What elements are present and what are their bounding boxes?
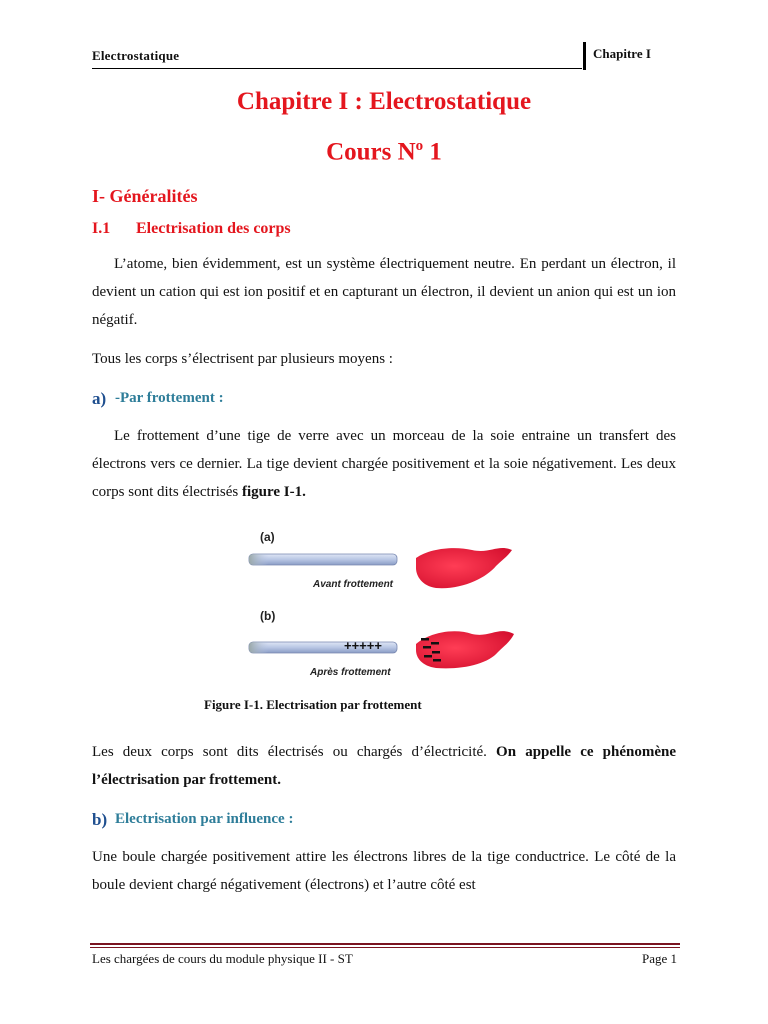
minus-sign <box>421 638 429 641</box>
paragraph-friction <box>92 422 676 506</box>
figure-label-a: (a) <box>260 530 275 544</box>
minus-sign <box>433 659 441 662</box>
figure-label-b: (b) <box>260 609 276 623</box>
paragraph-influence: Une boule chargée positivement attire les électrons libres de la tige conductrice. Le côté de la boule devient chargé négativement (électrons) et l’autre côté est <box>92 849 676 893</box>
header-divider <box>583 42 586 70</box>
footer-rule-thin <box>90 947 680 948</box>
course-title-text: Cours N <box>326 138 416 166</box>
course-title <box>0 138 768 166</box>
silk-after <box>416 631 514 668</box>
subsection-b-title: Electrisation par influence : <box>115 811 294 827</box>
footer-text: Les chargées de cours du module physique II - ST <box>92 951 353 966</box>
section-heading: I- Généralités <box>92 186 198 206</box>
course-title-number: 1 <box>423 138 442 166</box>
figure-caption-before: Avant frottement <box>313 579 394 590</box>
footer-rule <box>90 943 680 945</box>
figure-caption: Figure I-1. Electrisation par frottement <box>204 697 422 712</box>
chapter-title: Chapitre I : Electrostatique <box>236 88 532 115</box>
subsection-number: I.1 <box>92 220 111 237</box>
subsection-title: Electrisation des corps <box>136 220 291 237</box>
figure-reference: figure I-1. <box>241 484 306 500</box>
minus-sign <box>432 651 440 654</box>
list-marker-b: b) <box>92 810 108 829</box>
running-header-title: Electrostatique <box>92 48 582 69</box>
paragraph-charged-bold: On appelle ce phénomène l’électrisation par frottement. <box>92 744 676 788</box>
positive-charges: +++++ <box>344 638 382 653</box>
paragraph-friction-text: Le frottement d’une tige de verre avec un morceau de la soie entraine un transfert des électrons vers ce dernier. La tige devient chargée positivement et la soie négativement. Les deux corps sont dits électrisés <box>92 428 676 500</box>
page-number: Page 1 <box>641 951 677 966</box>
minus-sign <box>431 642 439 645</box>
paragraph-means: Tous les corps s’électrisent par plusieurs moyens : <box>92 351 393 367</box>
paragraph-charged-text: Les deux corps sont dits électrisés ou chargés d’électricité. <box>92 744 497 760</box>
course-title-sup: o <box>415 138 424 154</box>
silk-before <box>416 548 512 588</box>
paragraph-atom: L’atome, bien évidemment, est un système électriquement neutre. En perdant un électron, il devient un cation qui est ion positif et en capturant un électron, il devient un anion qui est un ion négatif. <box>92 256 676 328</box>
glass-rod-before-end <box>249 554 269 565</box>
list-marker-a: a) <box>92 389 107 408</box>
glass-rod-after-end <box>249 642 269 653</box>
friction-figure <box>240 520 530 685</box>
running-header-chapter: Chapitre I <box>593 46 651 61</box>
minus-sign <box>424 655 432 658</box>
paragraph-charged-bodies <box>92 738 676 794</box>
subsection-a-title: -Par frottement : <box>115 390 224 406</box>
glass-rod-before <box>249 554 397 565</box>
figure-caption-after: Après frottement <box>310 667 391 678</box>
minus-sign <box>423 646 431 649</box>
